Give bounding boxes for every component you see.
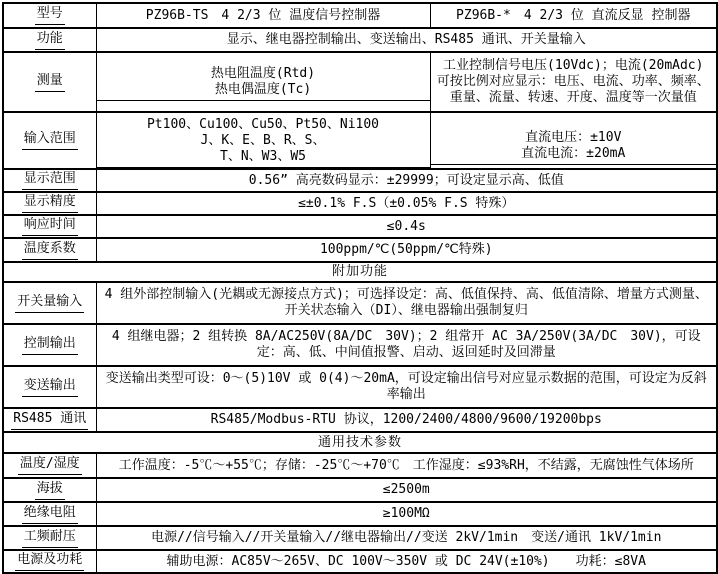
input-range-left-cell <box>96 112 430 169</box>
temp-humidity-value-cell <box>96 453 717 478</box>
insulation-value: ≥100MΩ <box>382 506 430 521</box>
transmit-output-label: 变送输出 <box>22 378 78 397</box>
display-range-value: 0.56” 高亮数码显示：±29999；可设定显示高、低值 <box>248 172 564 188</box>
function-label: 功能 <box>35 31 65 50</box>
withstand-voltage-label-cell <box>3 526 96 550</box>
altitude-label: 海拔 <box>35 481 65 500</box>
row-measurement <box>3 52 717 112</box>
temp-coefficient-value: 100ppm/℃(50ppm/℃特殊) <box>319 242 493 257</box>
input-range-left-line-2: J、K、E、B、R、S、 <box>200 132 326 148</box>
row-temp-humidity <box>3 453 717 478</box>
response-time-label-cell <box>3 215 96 238</box>
measurement-left-line-1: 热电阻温度(Rtd) <box>210 66 316 81</box>
withstand-voltage-label: 工频耐压 <box>22 529 78 548</box>
measurement-right-line-3: 重量、流量、转速、开度、温度等一次量值 <box>449 90 697 105</box>
function-value: 显示、继电器控制输出、变送输出、RS485 通讯、开关量输入 <box>226 32 586 47</box>
row-switch-input <box>3 282 717 324</box>
control-output-label-cell <box>3 324 96 366</box>
model-left-value: PZ96B-TS 4 2/3 位 温度信号控制器 <box>145 7 381 23</box>
row-section-additional <box>3 262 717 282</box>
switch-input-value-cell <box>96 282 717 324</box>
rs485-value-cell <box>96 408 717 432</box>
display-range-value-cell <box>96 169 717 192</box>
measurement-left-line-2: 热电偶温度(Tc) <box>214 82 312 97</box>
response-time-label: 响应时间 <box>22 217 78 236</box>
function-value-cell <box>96 28 717 52</box>
row-control-output <box>3 324 717 366</box>
measurement-label-cell <box>3 52 96 112</box>
control-output-label: 控制输出 <box>22 336 78 355</box>
display-range-label-cell <box>3 169 96 192</box>
transmit-output-label-cell <box>3 366 96 408</box>
insulation-label-cell <box>3 502 96 526</box>
control-output-value-cell <box>96 324 717 366</box>
row-model <box>3 3 717 28</box>
display-range-label: 显示范围 <box>22 171 78 190</box>
input-range-label: 输入范围 <box>22 131 78 150</box>
input-range-left-block <box>97 114 430 168</box>
altitude-value: ≤2500m <box>382 482 430 497</box>
input-range-right-line-1: 直流电压：±10V <box>525 130 622 145</box>
input-range-left-line-3: T、N、W3、W5 <box>220 148 306 164</box>
switch-input-value: 4 组外部控制输入(光耦或无源接点方式)；可选择设定：高、低值保持、高、低值清除、增量方式测量、开关状态输入（DI）、继电器输出强制复归 <box>104 287 708 318</box>
input-range-left-stack <box>97 114 430 168</box>
row-function <box>3 28 717 52</box>
rs485-label-cell <box>3 408 96 432</box>
row-input-range <box>3 112 717 169</box>
withstand-voltage-value: 电源//信号输入//开关量输入//继电器输出//变送 2kV/1min 变送/通讯 1kV/1min <box>151 530 662 545</box>
function-label-cell <box>3 28 96 52</box>
model-label-cell <box>3 3 96 28</box>
control-output-value: 4 组继电器；2 组转换 8A/AC250V(8A/DC 30V)；2 组常开 AC 3A/250V(3A/DC 30V)，可设定：高、低、中间值报警、启动、返回延时及回滞量 <box>111 329 701 360</box>
measurement-left-block <box>97 63 430 101</box>
input-range-right-gap <box>431 116 717 127</box>
response-time-value-cell <box>96 215 717 238</box>
altitude-label-cell <box>3 478 96 502</box>
input-range-right-stack <box>431 116 717 165</box>
model-right-value: PZ96B-* 4 2/3 位 直流反显 控制器 <box>456 7 691 23</box>
input-range-label-cell <box>3 112 96 169</box>
row-transmit-output <box>3 366 717 408</box>
row-display-range <box>3 169 717 192</box>
withstand-voltage-value-cell <box>96 526 717 550</box>
measurement-right-line-1: 工业控制信号电压(10Vdc)；电流(20mAdc) <box>443 58 704 73</box>
row-altitude <box>3 478 717 502</box>
switch-input-label-cell <box>3 282 96 324</box>
temp-coefficient-label: 温度系数 <box>22 241 78 260</box>
model-left-cell <box>96 3 430 28</box>
display-accuracy-value-cell <box>96 192 717 215</box>
spec-table <box>2 2 718 574</box>
model-right-cell <box>430 3 717 28</box>
row-display-accuracy <box>3 192 717 215</box>
insulation-value-cell <box>96 502 717 526</box>
temp-humidity-label-cell <box>3 453 96 478</box>
transmit-output-value: 变送输出类型可设：0～(5)10V 或 0(4)～20mA，可设定输出信号对应显示数据的范围，可设定为反斜率输出 <box>105 371 707 402</box>
switch-input-label: 开关量输入 <box>15 294 84 313</box>
row-temp-coefficient <box>3 238 717 262</box>
measurement-label: 测量 <box>35 73 65 92</box>
temp-humidity-label: 温度/湿度 <box>18 456 82 475</box>
temp-coefficient-label-cell <box>3 238 96 262</box>
temp-humidity-value: 工作温度：-5℃～+55℃；存储：-25℃～+70℃ 工作湿度：≤93%RH，不结露，无腐蚀性气体场所 <box>118 457 694 473</box>
model-label: 型号 <box>35 6 65 25</box>
input-range-left-line-1: Pt100、Cu100、Cu50、Pt50、Ni100 <box>146 116 379 132</box>
row-power <box>3 550 717 573</box>
row-withstand-voltage <box>3 526 717 550</box>
rs485-value: RS485/Modbus-RTU 协议，1200/2400/4800/9600/19200bps <box>210 412 602 427</box>
power-label-cell <box>3 550 96 573</box>
input-range-right-block <box>431 127 717 165</box>
row-rs485 <box>3 408 717 432</box>
insulation-label: 绝缘电阻 <box>22 505 78 524</box>
section-general-header: 通用技术参数 <box>3 432 717 453</box>
measurement-left-cell <box>96 52 430 112</box>
row-response-time <box>3 215 717 238</box>
altitude-value-cell <box>96 478 717 502</box>
row-section-general <box>3 432 717 453</box>
input-range-right-line-2: 直流电流：±20mA <box>521 146 626 161</box>
temp-coefficient-value-cell <box>96 238 717 262</box>
row-insulation <box>3 502 717 526</box>
rs485-label: RS485 通讯 <box>11 411 88 430</box>
display-accuracy-label-cell <box>3 192 96 215</box>
measurement-left-stack <box>97 63 430 101</box>
display-accuracy-label: 显示精度 <box>22 194 78 213</box>
section-additional-header: 附加功能 <box>3 262 717 282</box>
transmit-output-value-cell <box>96 366 717 408</box>
response-time-value: ≤0.4s <box>386 218 426 234</box>
input-range-right-cell <box>430 112 717 169</box>
measurement-right-line-2: 可按比例对应显示：电压、电流、功率、频率、 <box>436 74 710 89</box>
power-label: 电源及功耗 <box>15 552 84 571</box>
display-accuracy-value: ≤±0.1% F.S（±0.05% F.S 特殊） <box>298 195 515 211</box>
measurement-right-cell <box>430 52 717 112</box>
power-value-cell <box>96 550 717 573</box>
power-value: 辅助电源：AC85V～265V、DC 100V～350V 或 DC 24V(±10%) 功耗：≤8VA <box>166 553 646 569</box>
